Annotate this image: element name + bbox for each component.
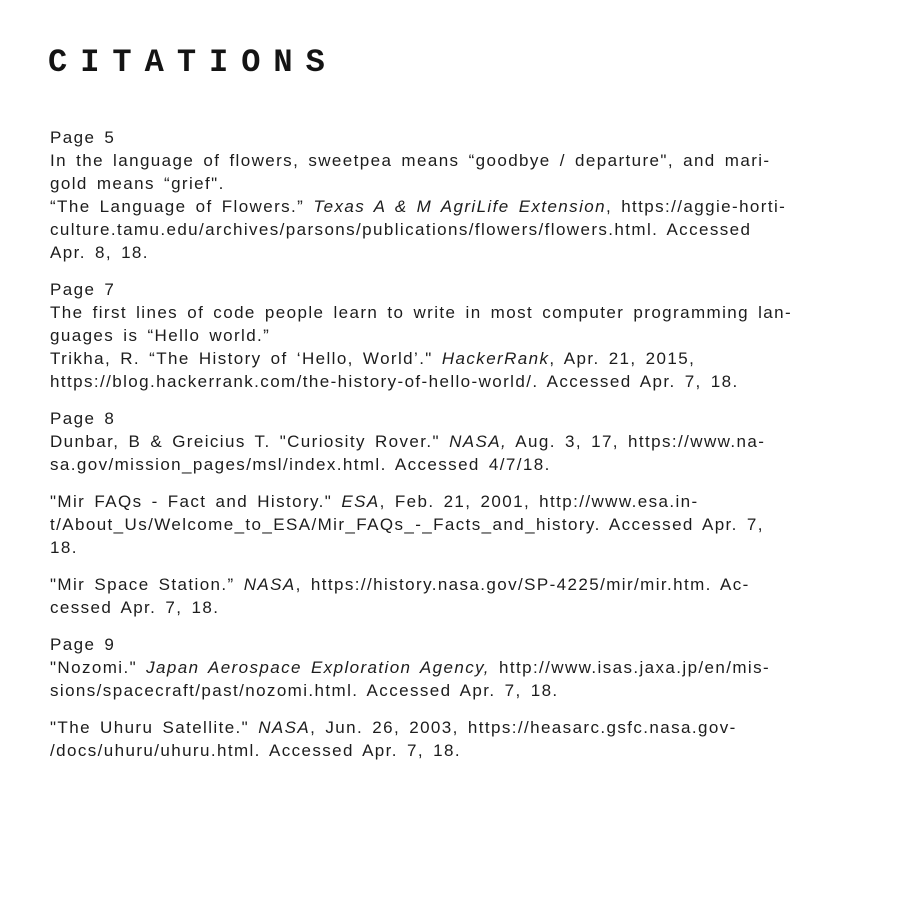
- citation-block: [50, 126, 860, 264]
- citation-text: "Mir Space Station.”: [50, 575, 244, 594]
- citation-line: [50, 490, 860, 513]
- citation-source-italic: NASA,: [449, 432, 508, 451]
- citation-text: , Jun. 26, 2003, https://heasarc.gsfc.nasa.gov-: [310, 718, 737, 737]
- citation-text: "Nozomi.": [50, 658, 147, 677]
- citation-text: Page 5: [50, 128, 116, 147]
- citation-text: http://www.isas.jaxa.jp/en/mis-: [489, 658, 771, 677]
- citation-text: Aug. 3, 17, https://www.na-: [507, 432, 766, 451]
- citation-text: t/About_Us/Welcome_to_ESA/Mir_FAQs_-_Facts_and_history. Accessed Apr. 7,: [50, 515, 764, 534]
- citation-text: "Mir FAQs - Fact and History.": [50, 492, 342, 511]
- citation-source-italic: HackerRank: [441, 349, 550, 368]
- citation-line: [50, 453, 860, 476]
- citation-line: [50, 172, 860, 195]
- citation-line: [50, 633, 860, 656]
- citation-text: cessed Apr. 7, 18.: [50, 598, 220, 617]
- citation-text: Page 7: [50, 280, 116, 299]
- citation-line: [50, 679, 860, 702]
- citation-text: , Apr. 21, 2015,: [549, 349, 696, 368]
- citation-text: 18.: [50, 538, 78, 557]
- citation-line: [50, 407, 860, 430]
- citation-text: sa.gov/mission_pages/msl/index.html. Accessed 4/7/18.: [50, 455, 551, 474]
- citation-block: [50, 633, 860, 702]
- citation-text: culture.tamu.edu/archives/parsons/publications/flowers/flowers.html. Accessed: [50, 220, 752, 239]
- citation-line: [50, 278, 860, 301]
- citation-text: , https://aggie-horti-: [605, 197, 787, 216]
- citation-line: [50, 324, 860, 347]
- citation-text: “The Language of Flowers.”: [50, 197, 314, 216]
- citation-line: [50, 241, 860, 264]
- citation-text: guages is “Hello world.”: [50, 326, 271, 345]
- citation-block: [50, 278, 860, 393]
- citation-text: https://blog.hackerrank.com/the-history-of-hello-world/. Accessed Apr. 7, 18.: [50, 372, 739, 391]
- citation-block: [50, 573, 860, 619]
- citation-block: [50, 490, 860, 559]
- citation-text: gold means “grief".: [50, 174, 225, 193]
- citation-line: [50, 347, 860, 370]
- citation-line: [50, 149, 860, 172]
- citation-line: [50, 716, 860, 739]
- citation-line: [50, 513, 860, 536]
- citation-text: Apr. 8, 18.: [50, 243, 149, 262]
- citation-text: Page 8: [50, 409, 116, 428]
- citation-line: [50, 656, 860, 679]
- citation-line: [50, 536, 860, 559]
- citation-text: , https://history.nasa.gov/SP-4225/mir/mir.htm. Ac-: [295, 575, 750, 594]
- citation-line: [50, 430, 860, 453]
- citation-line: [50, 301, 860, 324]
- citation-line: [50, 126, 860, 149]
- citations-list: [50, 126, 860, 762]
- citation-text: In the language of flowers, sweetpea means “goodbye / departure", and mari-: [50, 151, 771, 170]
- citation-source-italic: Texas A & M AgriLife Extension: [313, 197, 606, 216]
- citation-text: sions/spacecraft/past/nozomi.html. Accessed Apr. 7, 18.: [50, 681, 559, 700]
- citation-text: Page 9: [50, 635, 116, 654]
- citation-line: [50, 573, 860, 596]
- citation-text: Dunbar, B & Greicius T. "Curiosity Rover.": [50, 432, 450, 451]
- citation-block: [50, 407, 860, 476]
- citation-text: "The Uhuru Satellite.": [50, 718, 259, 737]
- citation-text: Trikha, R. “The History of ‘Hello, World’.": [50, 349, 442, 368]
- citation-line: [50, 739, 860, 762]
- citation-text: /docs/uhuru/uhuru.html. Accessed Apr. 7, 18.: [50, 741, 461, 760]
- citation-line: [50, 195, 860, 218]
- page-title: CITATIONS: [48, 44, 338, 81]
- citation-text: The first lines of code people learn to write in most computer programming lan-: [50, 303, 793, 322]
- citation-source-italic: Japan Aerospace Exploration Agency,: [146, 658, 490, 677]
- citation-block: [50, 716, 860, 762]
- citation-line: [50, 596, 860, 619]
- citation-line: [50, 218, 860, 241]
- citation-line: [50, 370, 860, 393]
- citation-source-italic: NASA: [243, 575, 296, 594]
- citation-source-italic: ESA: [341, 492, 380, 511]
- citation-text: , Feb. 21, 2001, http://www.esa.in-: [379, 492, 699, 511]
- citation-source-italic: NASA: [258, 718, 311, 737]
